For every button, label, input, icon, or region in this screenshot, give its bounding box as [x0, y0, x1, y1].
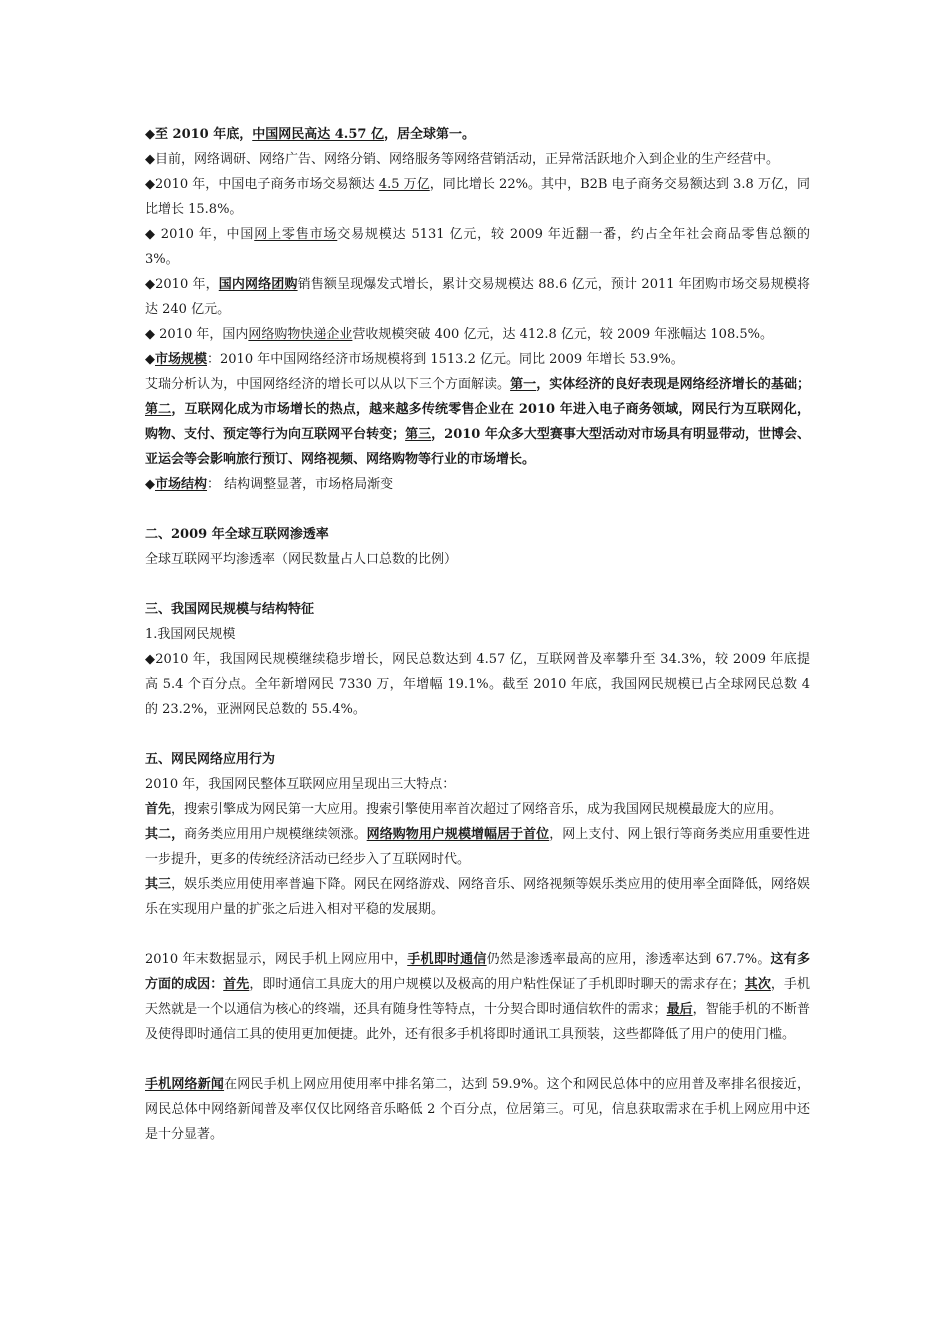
paragraph [145, 147, 810, 172]
text-run: 网上零售市场 [254, 227, 338, 242]
paragraph [145, 597, 810, 622]
paragraph [145, 947, 810, 1047]
paragraph [145, 347, 810, 372]
text-run: 其二， [145, 827, 185, 842]
text-run: 市场结构 [155, 477, 208, 492]
paragraph [145, 772, 810, 797]
text-run: 其三 [145, 877, 172, 892]
text-run: ，娱乐类应用使用率普遍下降。网民在网络游戏、网络音乐、网络视频等娱乐类应用的使用率全面降低，网络娱乐在实现用户量的扩张之后进入相对平稳的发展期。 [145, 877, 810, 917]
text-run: 五、网民网络应用行为 [145, 752, 276, 767]
text-run: 网络购物快递企业 [248, 327, 353, 342]
text-run: 交易规模达 5131 亿元，较 2009 年近翻一番，约占全年社会商品零售总额的 3%。 [145, 227, 810, 267]
text-run: 全球互联网平均渗透率（网民数量占人口总数的比例） [145, 552, 458, 567]
text-run: ◆ 2010 年，中国 [145, 227, 255, 242]
text-run: 最后 [666, 1002, 693, 1017]
text-run: 4.5 万亿 [378, 177, 430, 192]
text-run: ◆2010 年， [145, 277, 219, 292]
text-run: ，2010 年众多大型赛事大型活动对市场具有明显带动，世博会、亚运会等会影响旅行预订、网络视频、网络购物等行业的市场增长。 [145, 427, 810, 467]
text-run: 艾瑞分析认为，中国网络经济的增长可以从以下三个方面解读。 [145, 377, 511, 392]
paragraph [145, 122, 810, 147]
text-run: ，实体经济的良好表现是网络经济增长的基础； [536, 377, 810, 392]
text-run: ◆ 2010 年，国内 [145, 327, 249, 342]
paragraph [145, 822, 810, 872]
blank-line [145, 922, 810, 947]
text-run: 销售额呈现爆发式增长，累计交易规模达 88.6 亿元，预计 2011 年团购市场交易规模将达 240 亿元。 [145, 277, 810, 317]
paragraph [145, 1072, 810, 1147]
text-run: ◆2010 年，中国电子商务市场交易额达 [145, 177, 379, 192]
text-run: 三、我国网民规模与结构特征 [145, 602, 315, 617]
text-run: ◆ [145, 352, 155, 367]
text-run: 2010 年末数据显示，网民手机上网应用中， [145, 952, 408, 967]
text-run: ： 结构调整显著，市场格局渐变 [207, 477, 394, 492]
text-run: ，居全球第一。 [383, 127, 475, 142]
text-run: ，网上支付、网上银行等商务类应用重要性进一步提升，更多的传统经济活动已经步入了互联网时代。 [145, 827, 810, 867]
paragraph [145, 272, 810, 322]
text-run: ◆ [145, 477, 155, 492]
text-run: 手机网络新闻 [145, 1077, 225, 1092]
paragraph [145, 747, 810, 772]
text-run: 首先 [145, 802, 172, 817]
text-run: 手机即时通信 [407, 952, 487, 967]
text-run: 二、2009 年全球互联网渗透率 [145, 527, 329, 542]
paragraph [145, 547, 810, 572]
text-run: 中国网民高达 4.57 亿 [252, 127, 384, 142]
document-page [145, 122, 810, 1147]
paragraph [145, 172, 810, 222]
text-run: 在网民手机上网应用使用率中排名第二，达到 59.9%。这个和网民总体中的应用普及率排名很接近，网民总体中网络新闻普及率仅仅比网络音乐略低 2 个百分点，位居第三。可见，信息获取需求在手机上网应用中还是十分显著。 [145, 1077, 810, 1142]
text-run: ◆至 2010 年底， [145, 127, 253, 142]
text-run: ，同比增长 22%。其中，B2B 电子商务交易额达到 3.8 万亿，同比增长 15.8%。 [145, 177, 810, 217]
text-run: ，搜索引擎成为网民第一大应用。搜索引擎使用率首次超过了网络音乐，成为我国网民规模最庞大的应用。 [171, 802, 783, 817]
text-run: 2010 年，我国网民整体互联网应用呈现出三大特点： [145, 777, 456, 792]
paragraph [145, 522, 810, 547]
text-run: ◆2010 年，我国网民规模继续稳步增长，网民总数达到 4.57 亿，互联网普及率攀升至 34.3%，较 2009 年底提高 5.4 个百分点。全年新增网民 7330 万，年增幅 19.1%。截至 2010 年底，我国网民规模已占全球网民总数 4 的 23.2%，亚洲网民总数的 55.4%。 [145, 652, 810, 717]
text-run: 第一 [510, 377, 537, 392]
text-run: 这有多方面的成因： [145, 952, 810, 992]
text-run: 市场规模 [155, 352, 208, 367]
text-run: 仍然是渗透率最高的应用，渗透率达到 67.7%。 [486, 952, 771, 967]
blank-line [145, 572, 810, 597]
text-run: ◆目前，网络调研、网络广告、网络分销、网络服务等网络营销活动，正异常活跃地介入到企业的生产经营中。 [145, 152, 779, 167]
text-run: 1.我国网民规模 [145, 627, 236, 642]
text-run: 第三 [405, 427, 432, 442]
text-run: 首先 [223, 977, 250, 992]
paragraph [145, 647, 810, 722]
text-run: 国内网络团购 [218, 277, 298, 292]
blank-line [145, 1047, 810, 1072]
paragraph [145, 222, 810, 272]
text-run: ，手机天然就是一个以通信为核心的终端，还具有随身性等特点，十分契合即时通信软件的需求； [145, 977, 810, 1017]
paragraph [145, 622, 810, 647]
text-run: 营收规模突破 400 亿元，达 412.8 亿元，较 2009 年涨幅达 108.5%。 [352, 327, 773, 342]
paragraph [145, 472, 810, 497]
text-run: 商务类应用用户规模继续领涨。 [184, 827, 367, 842]
blank-line [145, 722, 810, 747]
text-run: ：2010 年中国网络经济市场规模将到 1513.2 亿元。同比 2009 年增长 53.9%。 [207, 352, 684, 367]
text-run: ，智能手机的不断普及使得即时通信工具的使用更加便捷。此外，还有很多手机将即时通讯工具预装，这些都降低了用户的使用门槛。 [145, 1002, 810, 1042]
text-run: ，互联网化成为市场增长的热点，越来越多传统零售企业在 2010 年进入电子商务领域，网民行为互联网化，购物、支付、预定等行为向互联网平台转变； [145, 402, 810, 442]
text-run: 其次 [744, 977, 771, 992]
paragraph [145, 372, 810, 472]
paragraph [145, 797, 810, 822]
text-run: 第二 [145, 402, 172, 417]
paragraph [145, 872, 810, 922]
text-run: 网络购物用户规模增幅居于首位 [366, 827, 550, 842]
text-run: ，即时通信工具庞大的用户规模以及极高的用户粘性保证了手机即时聊天的需求存在； [249, 977, 745, 992]
paragraph [145, 322, 810, 347]
blank-line [145, 497, 810, 522]
